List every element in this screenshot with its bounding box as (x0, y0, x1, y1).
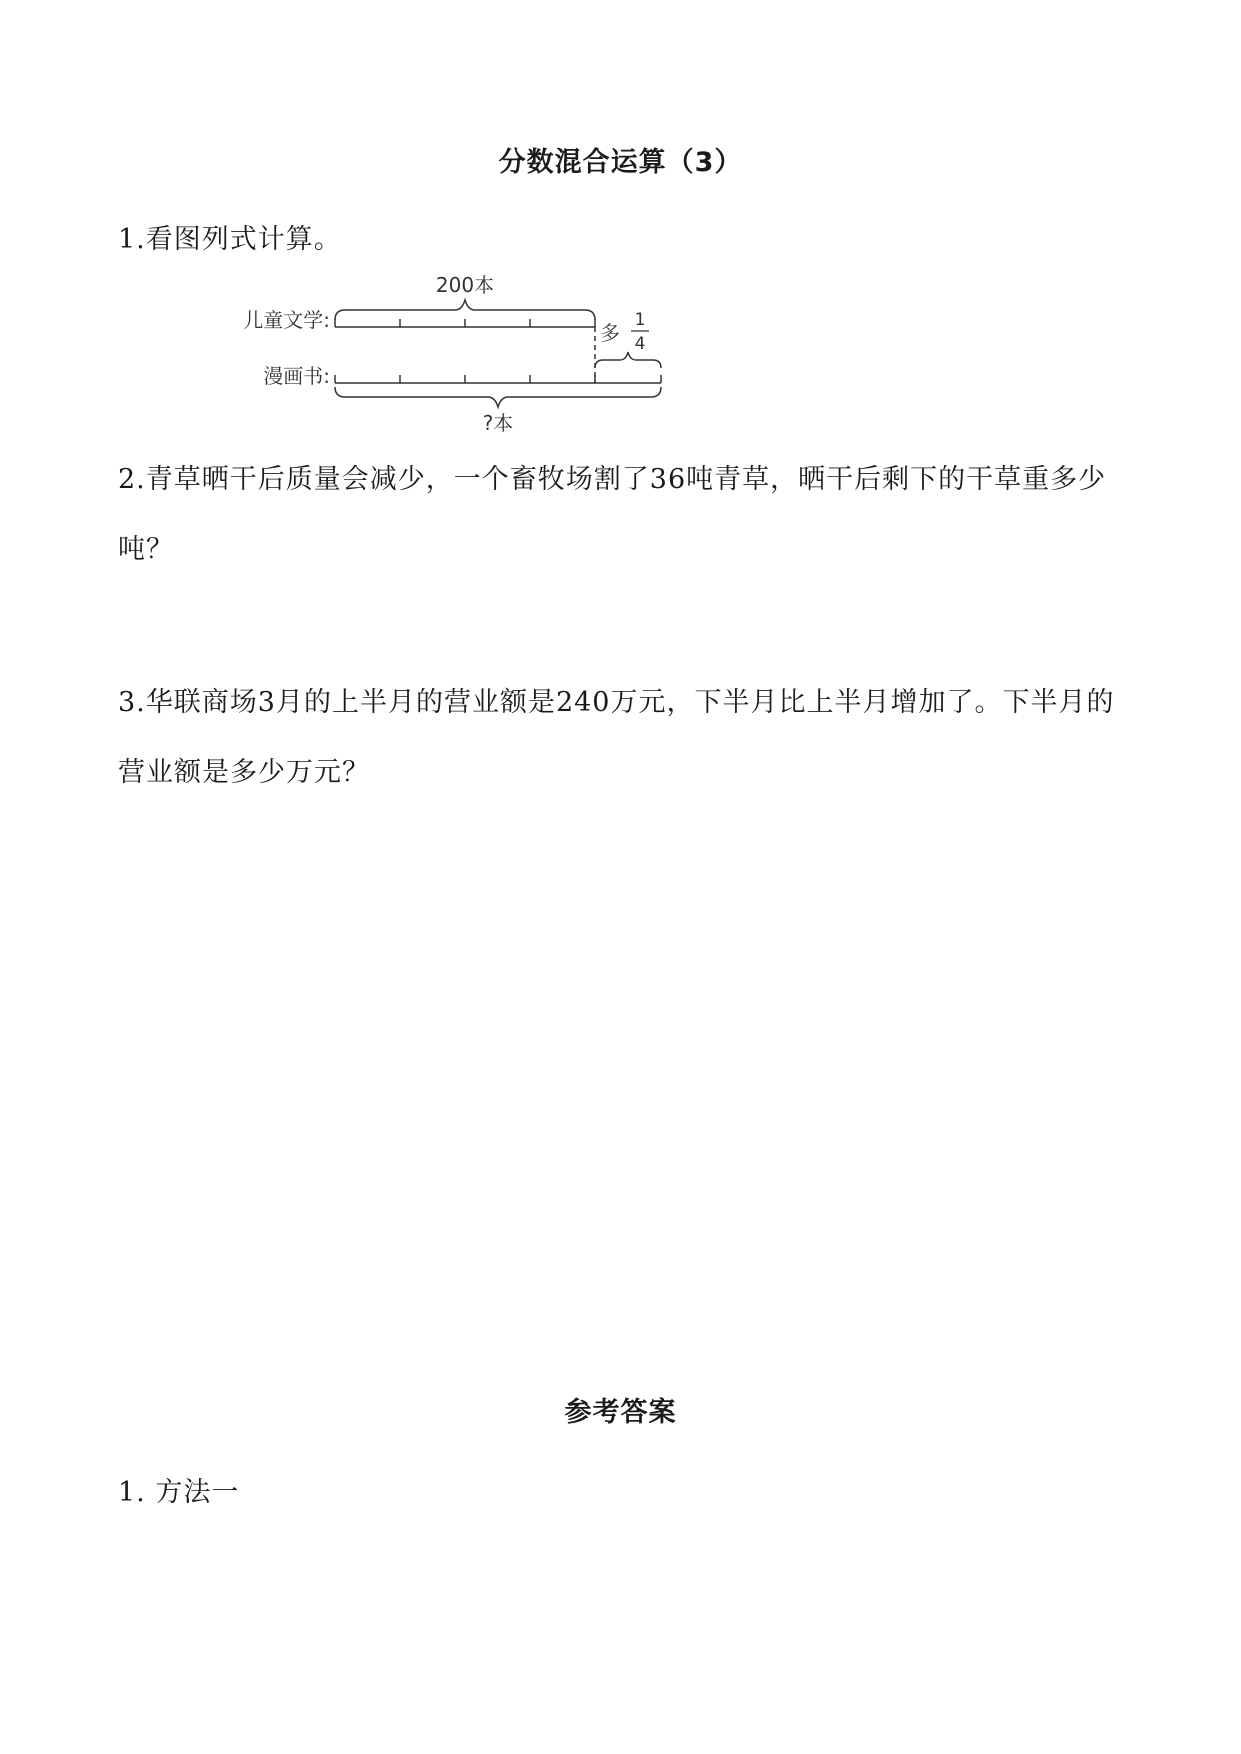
answer-item: 1. 方法一 (118, 1477, 240, 1508)
fraction-denominator: 4 (634, 334, 646, 354)
extra-prefix: 多 (600, 321, 620, 345)
bottom-total-label: ?本 (482, 411, 514, 435)
bottom-brace (335, 387, 661, 407)
top-total-label: 200本 (435, 273, 495, 297)
fraction-numerator: 1 (634, 310, 646, 330)
page-title: 分数混合运算（3） (498, 147, 743, 178)
row1-label: 儿童文学: (243, 308, 330, 332)
question-3: 3.华联商场3月的上半月的营业额是240万元，下半月比上半月增加了。下半月的营业额是多少万元？ (118, 687, 1115, 788)
answer-title: 参考答案 (564, 1397, 677, 1428)
bar-diagram (200, 265, 680, 435)
row2-label: 漫画书: (263, 364, 330, 388)
question-1: 1.看图列式计算。 (118, 224, 342, 255)
question-2: 2.青草晒干后质量会减少，一个畜牧场割了36吨青草，晒干后剩下的干草重多少吨？ (118, 464, 1107, 565)
extra-brace (595, 352, 661, 368)
top-brace (335, 300, 595, 320)
